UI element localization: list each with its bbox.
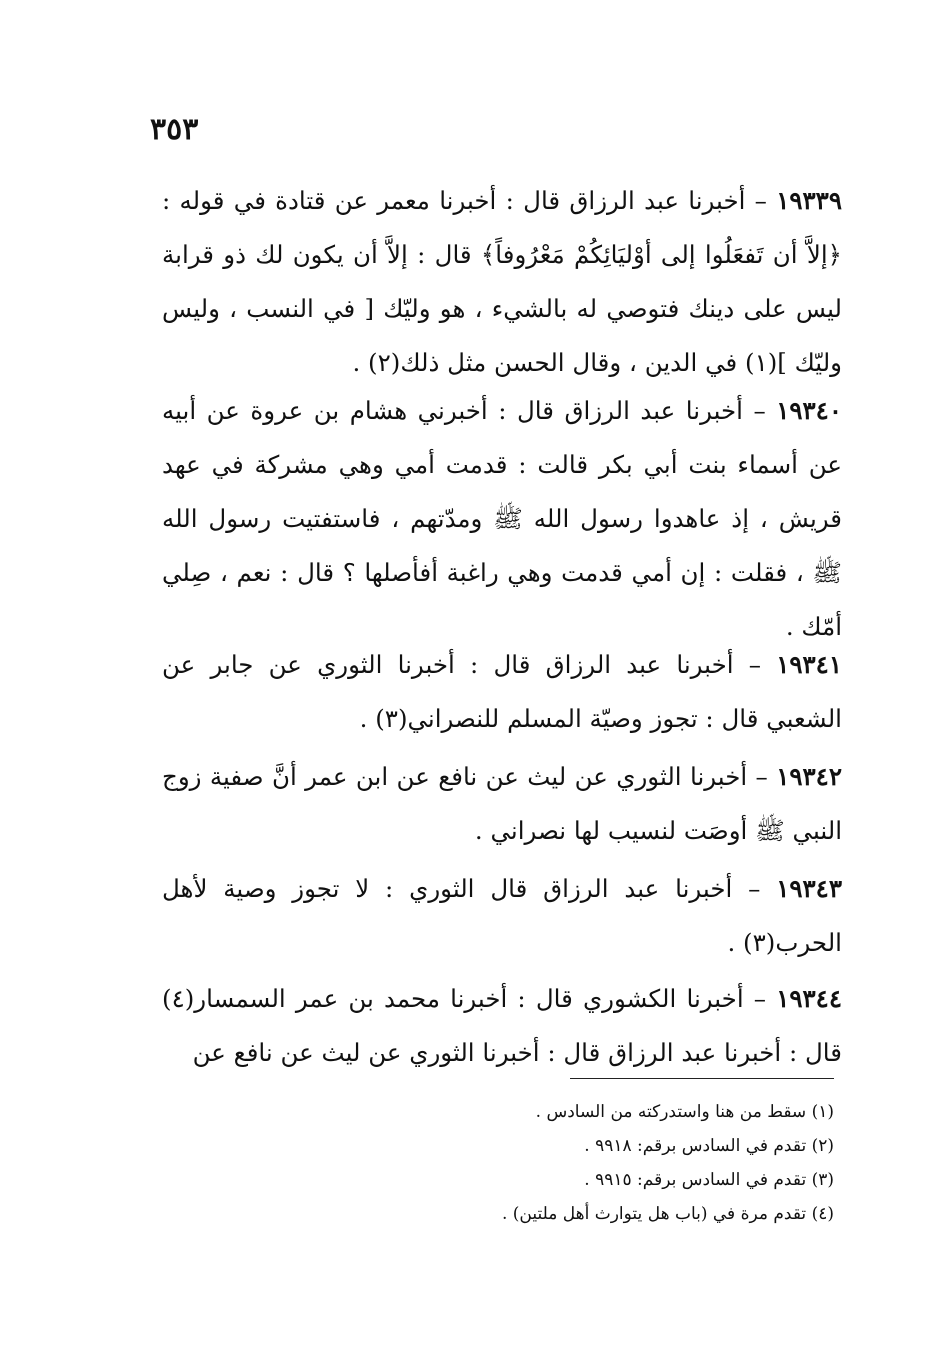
hadith-text: – أخبرنا عبد الرزاق قال : أخبرني هشام بن عروة عن أبيه عن أسماء بنت أبي بكر قالت : قدمت أمي وهي مشركة في عهد قريش ، إذ عاهدوا رسول الله ﷺ ومدّتهم ، فاستفتيت رسول الله ﷺ ، فقلت : إن أمي قدمت وهي راغبة أفأصلها ؟ قال : نعم ، صِلي أمّك .: [162, 396, 842, 641]
hadith-19344: [162, 972, 842, 1080]
hadith-19341: [162, 638, 842, 746]
hadith-19340: [162, 384, 842, 654]
footnote: (٤) تقدم مرة في (باب هل يتوارث أهل ملتين) .: [501, 1204, 834, 1224]
hadith-number: ١٩٣٤٣: [776, 874, 842, 903]
hadith-19339: [162, 174, 842, 390]
hadith-19343: [162, 862, 842, 970]
hadith-number: ١٩٣٤١: [776, 650, 842, 679]
hadith-number: ١٩٣٤٠: [776, 396, 842, 425]
hadith-19342: [162, 750, 842, 858]
hadith-number: ١٩٣٤٢: [776, 762, 842, 791]
page-number: ٣٥٣: [150, 112, 199, 147]
hadith-text: – أخبرنا الثوري عن ليث عن نافع عن ابن عمر أنَّ صفية زوج النبي ﷺ أوصَت لنسيب لها نصراني .: [162, 762, 842, 845]
footnote: (١) سقط من هنا واستدركته من السادس .: [535, 1102, 834, 1122]
footnote: (٣) تقدم في السادس برقم: ٩٩١٥ .: [584, 1170, 834, 1190]
hadith-text: – أخبرنا الكشوري قال : أخبرنا محمد بن عمر السمسار(٤) قال : أخبرنا عبد الرزاق قال : أخبرنا الثوري عن ليث عن نافع عن: [162, 984, 842, 1067]
hadith-number: ١٩٣٣٩: [776, 186, 842, 215]
hadith-number: ١٩٣٤٤: [776, 984, 842, 1013]
hadith-text: – أخبرنا عبد الرزاق قال الثوري : لا تجوز وصية لأهل الحرب(٣) .: [162, 874, 842, 957]
hadith-text: – أخبرنا عبد الرزاق قال : أخبرنا معمر عن قتادة في قوله : ﴿إلاَّ أن تَفعَلُوا إلى أوْليَائِكُمْ مَعْرُوفاً﴾ قال : إلاَّ أن يكون لك ذو قرابة ليس على دينك فتوصي له بالشيء ، هو وليّك [ في النسب ، وليس وليّك ](١) في الدين ، وقال الحسن مثل ذلك(٢) .: [162, 186, 842, 377]
hadith-text: – أخبرنا عبد الرزاق قال : أخبرنا الثوري عن جابر عن الشعبي قال : تجوز وصيّة المسلم للنصراني(٣) .: [162, 650, 842, 733]
footnote-rule: [570, 1078, 834, 1079]
footnotes: [274, 1095, 834, 1231]
footnote: (٢) تقدم في السادس برقم: ٩٩١٨ .: [584, 1136, 834, 1156]
